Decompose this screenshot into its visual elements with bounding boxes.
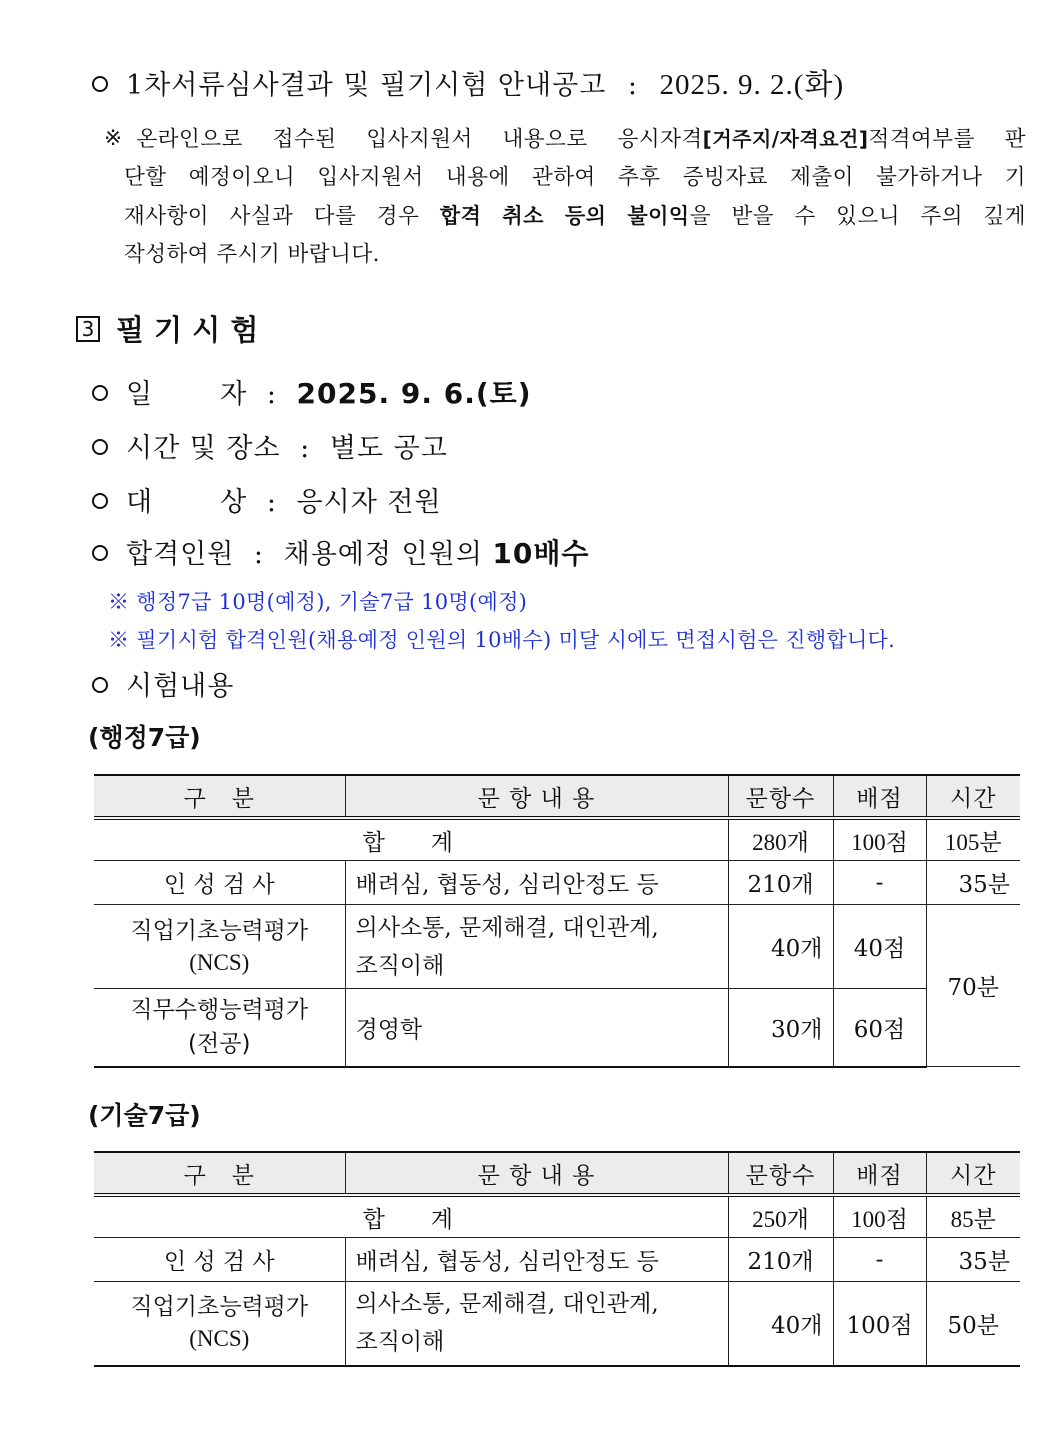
row-name: [94, 989, 345, 1067]
total-time: 85분: [926, 1195, 1020, 1238]
item-target-label: 대 상: [126, 487, 248, 518]
bullet-circle-icon: [92, 545, 108, 561]
total-label: 합 계: [94, 818, 728, 861]
row-count: 210개: [728, 861, 833, 905]
notice-line1-bold: [거주지/자격요건]: [702, 127, 869, 151]
header-content: 문 항 내 용: [345, 775, 728, 818]
announce-date: 2025. 9. 2.(화): [659, 69, 845, 101]
row-content: [345, 905, 728, 989]
row-count: 30개: [728, 989, 833, 1067]
colon: :: [253, 539, 265, 570]
row-content-line2: 조직이해: [355, 952, 445, 979]
item-target-value: 응시자 전원: [296, 487, 442, 518]
row-content: 경영학: [345, 989, 728, 1067]
header-category: 구 분: [94, 1152, 345, 1195]
notice-line3-post: 을 받을 수 있으니 주의 깊게: [689, 204, 1026, 229]
notice-line1-pre: 온라인으로 접수된 입사지원서 내용으로 응시자격: [136, 127, 703, 152]
row-count: 210개: [728, 1238, 833, 1282]
table-row: [94, 1238, 1020, 1282]
item-date-value: 2025. 9. 6.(토): [296, 377, 532, 410]
item-place-value: 별도 공고: [329, 433, 448, 464]
item-target: [92, 480, 442, 519]
header-category: 구 분: [94, 775, 345, 818]
announce-sep: :: [627, 70, 638, 101]
bullet-circle-icon: [92, 439, 108, 455]
item-pass-label: 합격인원: [126, 539, 235, 570]
row-score: 40점: [833, 905, 926, 989]
row-name-line1: 직무수행능력평가: [130, 997, 309, 1024]
row-time: 35분: [926, 1238, 1020, 1282]
row-score: 100점: [833, 1282, 926, 1366]
notice-line3-pre: 재사항이 사실과 다를 경우: [124, 204, 420, 229]
colon: :: [266, 379, 277, 410]
notice-paragraph: [104, 120, 1030, 274]
table-row-total: [94, 1195, 1020, 1238]
bullet-circle-icon: [92, 677, 108, 693]
section-heading: [76, 308, 258, 349]
item-pass: [92, 532, 589, 572]
notice-line1-post: 적격여부를 판: [868, 127, 1026, 152]
row-time: 50분: [926, 1282, 1020, 1366]
row-name: [94, 905, 345, 989]
colon: :: [266, 487, 277, 518]
table-header-row: [94, 1152, 1020, 1195]
header-count: 문항수: [728, 1152, 833, 1195]
row-score: -: [833, 1238, 926, 1282]
colon: :: [300, 433, 311, 464]
announce-line: [92, 62, 844, 103]
total-label: 합 계: [94, 1195, 728, 1238]
total-count: 250개: [728, 1195, 833, 1238]
row-name: 인 성 검 사: [94, 861, 345, 905]
blue-note-2: ※ 필기시험 합격인원(채용예정 인원의 10배수) 미달 시에도 면접시험은 진행합니다.: [108, 628, 896, 652]
section-number: 3: [76, 316, 100, 342]
row-name-line1: 직업기초능력평가: [130, 917, 309, 944]
notice-line2: 단할 예정이오니 입사지원서 내용에 관하여 추후 증빙자료 제출이 불가하거나 기: [124, 165, 1026, 190]
row-name: [94, 1282, 345, 1366]
row-name-line2: (NCS): [189, 1326, 250, 1352]
notice-line3-bold: 합격 취소 등의 불이익: [439, 204, 690, 228]
admin-table: [94, 774, 1020, 1068]
row-content-line2: 조직이해: [355, 1329, 445, 1356]
row-content-line1: 의사소통, 문제해결, 대인관계,: [355, 1291, 659, 1318]
header-content: 문 항 내 용: [345, 1152, 728, 1195]
table-row: [94, 861, 1020, 905]
total-time: 105분: [926, 818, 1020, 861]
header-score: 배점: [833, 775, 926, 818]
row-count: 40개: [728, 905, 833, 989]
header-time: 시간: [926, 1152, 1020, 1195]
row-time-merged: 70분: [926, 905, 1020, 1067]
row-content: 배려심, 협동성, 심리안정도 등: [345, 1238, 728, 1282]
row-count: 40개: [728, 1282, 833, 1366]
item-date: [92, 372, 532, 412]
bullet-circle-icon: [92, 76, 108, 92]
item-place: [92, 426, 448, 465]
header-score: 배점: [833, 1152, 926, 1195]
header-count: 문항수: [728, 775, 833, 818]
notice-line4: 작성하여 주시기 바랍니다.: [124, 242, 380, 267]
table-row-total: [94, 818, 1020, 861]
row-name-line2: (전공): [188, 1031, 251, 1058]
row-score: 60점: [833, 989, 926, 1067]
table-row: [94, 989, 1020, 1067]
blue-note-1: ※ 행정7급 10명(예정), 기술7급 10명(예정): [108, 590, 528, 614]
row-name-line2: (NCS): [189, 949, 250, 975]
table-row: [94, 1282, 1020, 1366]
notice-mark: ※: [104, 126, 123, 151]
total-count: 280개: [728, 818, 833, 861]
row-content: 배려심, 협동성, 심리안정도 등: [345, 861, 728, 905]
row-time: 35분: [926, 861, 1020, 905]
admin-title: (행정7급): [88, 723, 201, 752]
item-place-label: 시간 및 장소: [126, 433, 281, 464]
total-score: 100점: [833, 818, 926, 861]
item-pass-value-bold: 10배수: [492, 537, 590, 570]
item-pass-value-pre: 채용예정 인원의: [283, 539, 483, 570]
row-score: -: [833, 861, 926, 905]
announce-label: 1차서류심사결과 및 필기시험 안내공고: [126, 70, 607, 101]
bullet-circle-icon: [92, 385, 108, 401]
item-date-label: 일 자: [126, 379, 248, 410]
row-name-line1: 직업기초능력평가: [130, 1294, 309, 1321]
row-name: 인 성 검 사: [94, 1238, 345, 1282]
tech-title: (기술7급): [88, 1101, 201, 1130]
tech-table: [94, 1151, 1020, 1367]
bullet-circle-icon: [92, 493, 108, 509]
table-row: [94, 905, 1020, 989]
header-time: 시간: [926, 775, 1020, 818]
content-label: 시험내용: [126, 671, 235, 702]
row-content: [345, 1282, 728, 1366]
item-content: [92, 664, 234, 703]
total-score: 100점: [833, 1195, 926, 1238]
section-title: 필 기 시 험: [116, 313, 259, 347]
table-header-row: [94, 775, 1020, 818]
row-content-line1: 의사소통, 문제해결, 대인관계,: [355, 914, 659, 941]
